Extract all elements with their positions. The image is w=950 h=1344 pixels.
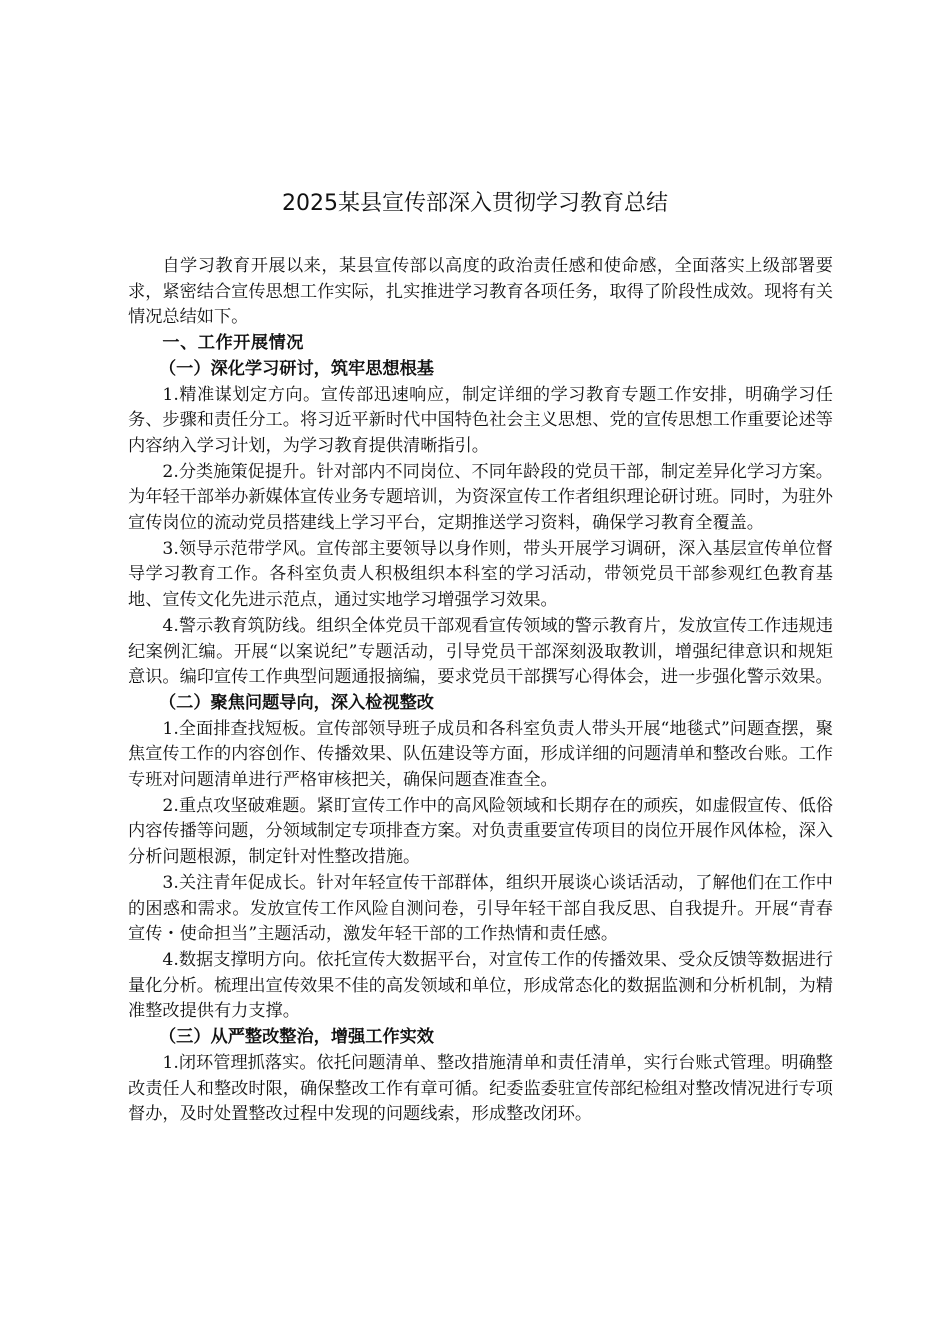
body-paragraph: 4.数据支撑明方向。依托宣传大数据平台，对宣传工作的传播效果、受众反馈等数据进行量化分析。梳理出宣传效果不佳的高发领域和单位，形成常态化的数据监测和分析机制，为精准整改提供有力支撑。	[128, 949, 833, 1022]
subsection-heading: （一）深化学习研讨，筑牢思想根基	[158, 358, 434, 379]
subsection-heading: （三）从严整改整治，增强工作实效	[158, 1027, 434, 1048]
document-body	[128, 254, 833, 1128]
body-paragraph: 4.警示教育筑防线。组织全体党员干部观看宣传领域的警示教育片，发放宣传工作违规违纪案例汇编。开展“以案说纪”专题活动，引导党员干部深刻汲取教训，增强纪律意识和规矩意识。编印宣传工作典型问题通报摘编，要求党员干部撰写心得体会，进一步强化警示效果。	[128, 615, 833, 688]
body-paragraph: 3.关注青年促成长。针对年轻宣传干部群体，组织开展谈心谈话活动，了解他们在工作中的困惑和需求。发放宣传工作风险自测问卷，引导年轻干部自我反思、自我提升。开展“青春宣传・使命担当”主题活动，激发年轻干部的工作热情和责任感。	[128, 872, 833, 945]
subsection-heading: （二）聚焦问题导向，深入检视整改	[158, 692, 434, 713]
document-title: 2025某县宣传部深入贯彻学习教育总结	[282, 191, 668, 216]
body-paragraph: 1.闭环管理抓落实。依托问题清单、整改措施清单和责任清单，实行台账式管理。明确整改责任人和整改时限，确保整改工作有章可循。纪委监委驻宣传部纪检组对整改情况进行专项督办，及时处置整改过程中发现的问题线索，形成整改闭环。	[128, 1052, 833, 1125]
body-paragraph: 2.重点攻坚破难题。紧盯宣传工作中的高风险领域和长期存在的顽疾，如虚假宣传、低俗内容传播等问题，分领域制定专项排查方案。对负责重要宣传项目的岗位开展作风体检，深入分析问题根源，制定针对性整改措施。	[128, 795, 833, 868]
body-paragraph: 2.分类施策促提升。针对部内不同岗位、不同年龄段的党员干部，制定差异化学习方案。为年轻干部举办新媒体宣传业务专题培训，为资深宣传工作者组织理论研讨班。同时，为驻外宣传岗位的流动党员搭建线上学习平台，定期推送学习资料，确保学习教育全覆盖。	[128, 461, 833, 534]
section-heading: 一、工作开展情况	[162, 333, 304, 354]
body-paragraph: 1.精准谋划定方向。宣传部迅速响应，制定详细的学习教育专题工作安排，明确学习任务、步骤和责任分工。将习近平新时代中国特色社会主义思想、党的宣传思想工作重要论述等内容纳入学习计划，为学习教育提供清晰指引。	[128, 384, 833, 456]
body-paragraph: 自学习教育开展以来，某县宣传部以高度的政治责任感和使命感，全面落实上级部署要求，紧密结合宣传思想工作实际，扎实推进学习教育各项任务，取得了阶段性成效。现将有关情况总结如下。	[128, 256, 833, 328]
body-paragraph: 1.全面排查找短板。宣传部领导班子成员和各科室负责人带头开展“地毯式”问题查摆，聚焦宣传工作的内容创作、传播效果、队伍建设等方面，形成详细的问题清单和整改台账。工作专班对问题清单进行严格审核把关，确保问题查准查全。	[128, 718, 833, 791]
body-paragraph: 3.领导示范带学风。宣传部主要领导以身作则，带头开展学习调研，深入基层宣传单位督导学习教育工作。各科室负责人积极组织本科室的学习活动，带领党员干部参观红色教育基地、宣传文化先进示范点，通过实地学习增强学习效果。	[128, 538, 833, 611]
